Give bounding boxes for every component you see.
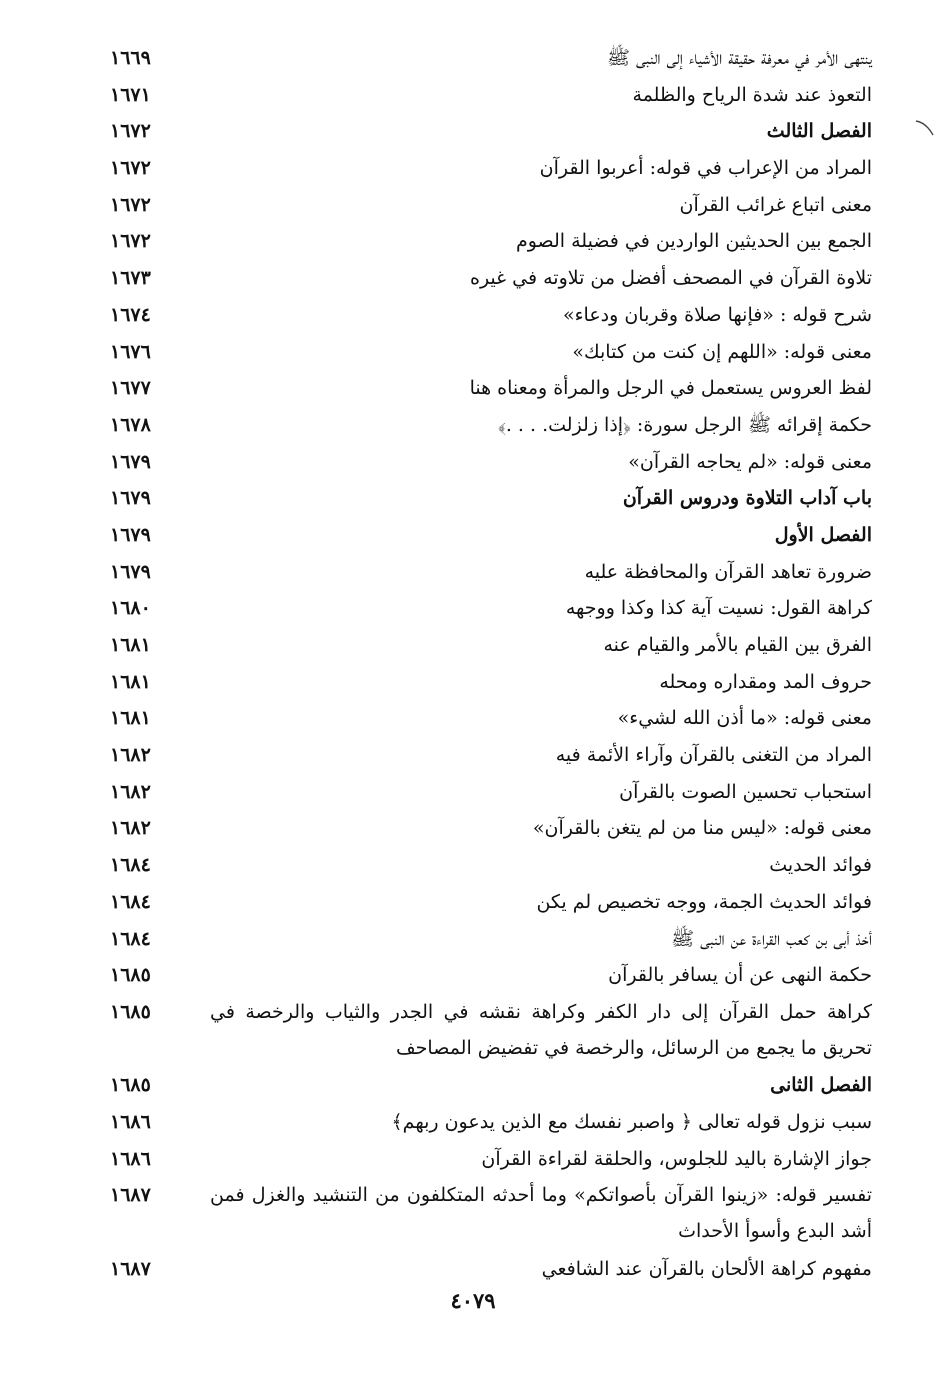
section-heading: الفصل الثانى bbox=[770, 1074, 872, 1097]
toc-entry bbox=[110, 223, 872, 260]
entry-page-number: ١٦٧٦ bbox=[110, 340, 151, 363]
entry-page-number: ١٦٧١ bbox=[110, 83, 151, 106]
toc-entry bbox=[110, 40, 872, 77]
toc-entry bbox=[110, 810, 872, 847]
entry-title: مفهوم كراهة الألحان بالقرآن عند الشافعي bbox=[541, 1257, 872, 1280]
toc-entry bbox=[110, 1067, 872, 1104]
toc-entry bbox=[110, 664, 872, 701]
entry-page-number: ١٦٧٢ bbox=[110, 157, 151, 180]
toc-entry bbox=[110, 847, 872, 884]
entry-title: تلاوة القرآن في المصحف أفضل من تلاوته في غيره bbox=[469, 267, 872, 290]
section-heading: الفصل الثالث bbox=[766, 120, 872, 143]
toc-entry bbox=[110, 480, 872, 517]
entry-page-number: ١٦٧٣ bbox=[110, 267, 151, 290]
entry-title: سبب نزول قوله تعالى ﴿ واصبر نفسك مع الذين يدعون ربهم﴾ bbox=[391, 1110, 872, 1133]
entry-page-number: ١٦٧٨ bbox=[110, 413, 151, 436]
entry-page-number: ١٦٨٠ bbox=[110, 597, 151, 620]
entry-title: معنى قوله: «ليس منا من لم يتغن بالقرآن» bbox=[532, 817, 872, 840]
entry-page-number: ١٦٨٦ bbox=[110, 1147, 151, 1170]
entry-page-number: ١٦٨٥ bbox=[110, 1000, 151, 1023]
toc-entry bbox=[110, 77, 872, 114]
entry-page-number: ١٦٧٩ bbox=[110, 487, 151, 510]
entry-page-number: ١٦٧٩ bbox=[110, 450, 151, 473]
entry-page-number: ١٦٧٤ bbox=[110, 303, 151, 326]
entry-title: معنى اتباع غرائب القرآن bbox=[679, 193, 872, 216]
entry-title: معنى قوله: «ما أذن الله لشيء» bbox=[617, 707, 872, 730]
toc-entry bbox=[110, 150, 872, 187]
entry-title: ضرورة تعاهد القرآن والمحافظة عليه bbox=[584, 560, 872, 583]
toc-entry bbox=[110, 297, 872, 334]
toc-entry bbox=[110, 1251, 872, 1288]
margin-mark bbox=[914, 118, 936, 138]
entry-title: حروف المد ومقداره ومحله bbox=[659, 670, 872, 693]
entry-title: ينتهى الأمر في معرفة حقيقة الأشياء إلى النبى ﷺ bbox=[607, 47, 872, 69]
toc-entry bbox=[110, 370, 872, 407]
entry-page-number: ١٦٨١ bbox=[110, 634, 151, 656]
entry-title: حكمة إقرائه ﷺ الرجل سورة: ﴿إذا زلزلت. . . .﴾ bbox=[498, 413, 872, 436]
entry-title: فوائد الحديث bbox=[769, 854, 872, 877]
entry-page-number: ١٦٨٥ bbox=[110, 1074, 151, 1097]
entry-page-number: ١٦٨١ bbox=[110, 670, 151, 693]
toc-entry bbox=[110, 627, 872, 664]
toc-entry bbox=[110, 113, 872, 150]
entry-title: الجمع بين الحديثين الواردين في فضيلة الصوم bbox=[515, 230, 872, 253]
entry-title: الفرق بين القيام بالأمر والقيام عنه bbox=[603, 634, 872, 656]
toc-entry bbox=[110, 1141, 872, 1178]
entry-page-number: ١٦٨٤ bbox=[110, 890, 151, 913]
entry-title: حكمة النهى عن أن يسافر بالقرآن bbox=[608, 964, 872, 987]
toc-entry bbox=[110, 774, 872, 811]
section-heading: باب آداب التلاوة ودروس القرآن bbox=[622, 487, 872, 510]
toc-entry bbox=[110, 1104, 872, 1141]
entry-page-number: ١٦٨٢ bbox=[110, 817, 151, 840]
toc-entry bbox=[110, 700, 872, 737]
entry-page-number: ١٦٧٢ bbox=[110, 193, 151, 216]
toc-entry bbox=[110, 554, 872, 591]
toc-entry bbox=[110, 187, 872, 224]
toc-entry bbox=[110, 994, 872, 1067]
entry-page-number: ١٦٧٢ bbox=[110, 230, 151, 253]
entry-title: المراد من الإعراب في قوله: أعربوا القرآن bbox=[539, 157, 872, 180]
entry-title: معنى قوله: «اللهم إن كنت من كتابك» bbox=[572, 340, 872, 363]
toc-entry bbox=[110, 260, 872, 297]
entry-page-number: ١٦٧٢ bbox=[110, 120, 151, 143]
entry-page-number: ١٦٦٩ bbox=[110, 47, 151, 69]
toc-entry bbox=[110, 921, 872, 958]
table-of-contents bbox=[110, 40, 872, 1287]
entry-page-number: ١٦٨٧ bbox=[110, 1184, 151, 1207]
entry-page-number: ١٦٧٧ bbox=[110, 377, 151, 400]
toc-entry bbox=[110, 957, 872, 994]
toc-entry bbox=[110, 1177, 872, 1250]
entry-page-number: ١٦٧٩ bbox=[110, 560, 151, 583]
toc-entry bbox=[110, 737, 872, 774]
entry-title: لفظ العروس يستعمل في الرجل والمرأة ومعناه هنا bbox=[469, 377, 872, 400]
entry-title: معنى قوله: «لم يحاجه القرآن» bbox=[628, 450, 872, 473]
entry-page-number: ١٦٨٤ bbox=[110, 854, 151, 877]
entry-page-number: ١٦٨٦ bbox=[110, 1110, 151, 1133]
entry-title: تفسير قوله: «زينوا القرآن بأصواتكم» وما أحدثه المتكلفون من التنشيد والغزل فمن أشد البدع وأسوأ الأحداث bbox=[210, 1184, 872, 1243]
entry-title: جواز الإشارة باليد للجلوس، والحلقة لقراءة القرآن bbox=[481, 1147, 872, 1170]
entry-page-number: ١٦٨٢ bbox=[110, 780, 151, 803]
entry-page-number: ١٦٨٢ bbox=[110, 744, 151, 767]
entry-title: أخذ أبى بن كعب القراءة عن النبى ﷺ bbox=[671, 927, 872, 950]
toc-entry bbox=[110, 517, 872, 554]
entry-title: المراد من التغنى بالقرآن وآراء الأئمة فيه bbox=[555, 744, 872, 767]
entry-page-number: ١٦٨٤ bbox=[110, 927, 151, 950]
toc-entry bbox=[110, 444, 872, 481]
entry-page-number: ١٦٧٩ bbox=[110, 523, 151, 546]
entry-title: استحباب تحسين الصوت بالقرآن bbox=[619, 780, 872, 803]
entry-page-number: ١٦٨٥ bbox=[110, 964, 151, 987]
page-number: ٤٠٧٩ bbox=[450, 1288, 496, 1313]
toc-entry bbox=[110, 590, 872, 627]
entry-title: شرح قوله : «فإنها صلاة وقربان ودعاء» bbox=[562, 303, 872, 326]
entry-page-number: ١٦٨٧ bbox=[110, 1257, 151, 1280]
toc-entry bbox=[110, 884, 872, 921]
entry-title: كراهة القول: نسيت آية كذا وكذا ووجهه bbox=[565, 597, 872, 620]
section-heading: الفصل الأول bbox=[774, 523, 872, 546]
entry-title: التعوذ عند شدة الرياح والظلمة bbox=[632, 83, 872, 106]
toc-entry bbox=[110, 407, 872, 444]
toc-entry bbox=[110, 334, 872, 371]
entry-page-number: ١٦٨١ bbox=[110, 707, 151, 730]
entry-title: فوائد الحديث الجمة، ووجه تخصيص لم يكن bbox=[536, 890, 872, 913]
entry-title: كراهة حمل القرآن إلى دار الكفر وكراهة نقشه في الجدر والثياب والرخصة في تحريق ما يجمع من الرسائل، والرخصة في تفضيض المصاحف bbox=[210, 1000, 872, 1059]
